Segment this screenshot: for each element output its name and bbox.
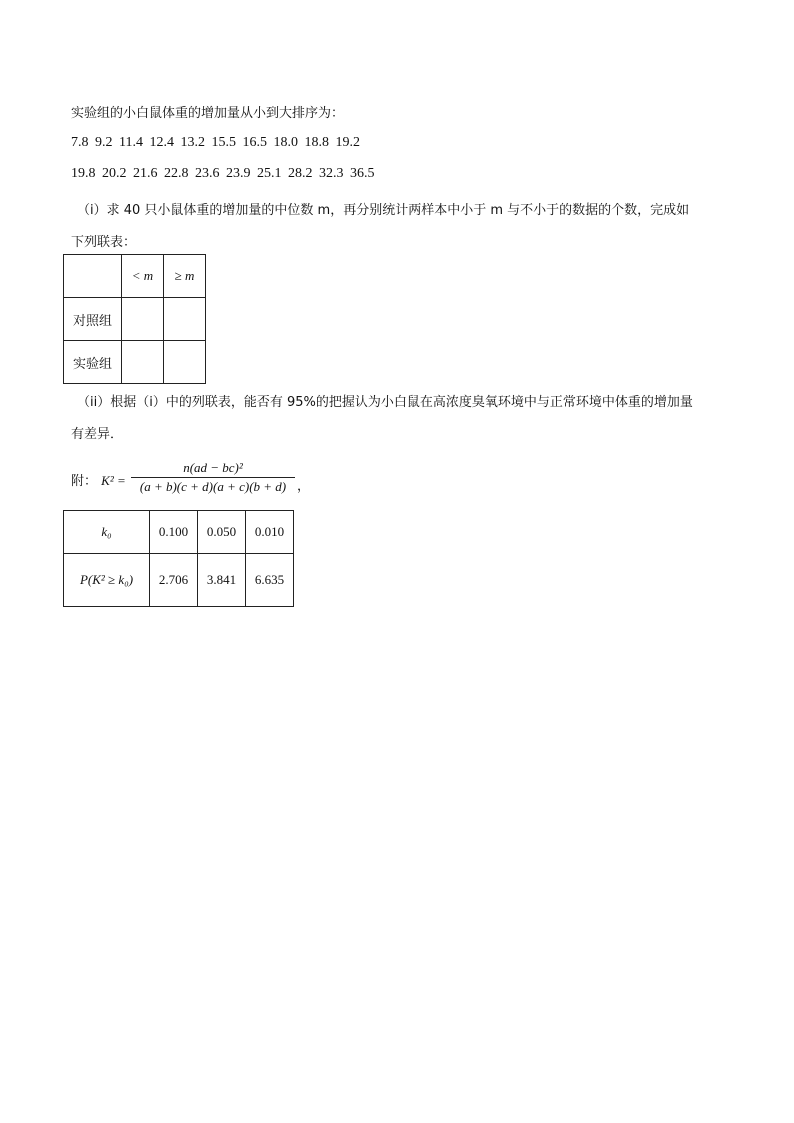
critical-value-cell: 3.841 bbox=[198, 554, 246, 607]
contingency-table bbox=[63, 254, 206, 384]
critical-value-cell: 2.706 bbox=[150, 554, 198, 607]
data-row-1: 7.8 9.2 11.4 12.4 13.2 15.5 16.5 18.0 18.8 19.2 bbox=[71, 135, 360, 150]
formula-suffix: ， bbox=[297, 479, 311, 494]
formula-fraction bbox=[131, 460, 295, 495]
formula-denominator: (a + b)(c + d)(a + c)(b + d) bbox=[139, 479, 287, 494]
data-row-2: 19.8 20.2 21.6 22.8 23.6 23.9 25.1 28.2 32.3 36.5 bbox=[71, 166, 375, 181]
formula-prefix bbox=[71, 470, 126, 489]
cell-control-not-less bbox=[164, 298, 206, 341]
cell-experiment-less bbox=[122, 341, 164, 384]
header-not-less-than-m: ≥ m bbox=[164, 255, 206, 298]
row-header-probability: P(K² ≥ k₀) bbox=[64, 554, 150, 607]
alpha-cell: 0.010 bbox=[246, 511, 294, 554]
critical-value-cell: 6.635 bbox=[246, 554, 294, 607]
alpha-cell: 0.100 bbox=[150, 511, 198, 554]
table-corner-cell bbox=[64, 255, 122, 298]
cell-experiment-not-less bbox=[164, 341, 206, 384]
cell-control-less bbox=[122, 298, 164, 341]
formula-label: 附： bbox=[71, 474, 98, 489]
formula-lhs: K² = bbox=[101, 473, 126, 488]
alpha-cell: 0.050 bbox=[198, 511, 246, 554]
question-1-line-2: 下列联表： bbox=[71, 235, 137, 250]
question-2-line-2: 有差异． bbox=[71, 427, 124, 442]
header-less-than-m: < m bbox=[122, 255, 164, 298]
row-header-experiment-group: 实验组 bbox=[64, 341, 122, 384]
row-header-control-group: 对照组 bbox=[64, 298, 122, 341]
intro-text: 实验组的小白鼠体重的增加量从小到大排序为： bbox=[71, 106, 345, 121]
row-header-k0: k₀ bbox=[64, 511, 150, 554]
critical-value-table bbox=[63, 510, 294, 607]
question-2-line-1: （ii）根据（i）中的列联表，能否有 95%的把握认为小白鼠在高浓度臭氧环境中与正常环境中体重的增加量 bbox=[77, 395, 693, 410]
fraction-bar bbox=[131, 477, 295, 478]
formula-numerator: n(ad − bc)² bbox=[183, 460, 243, 475]
question-1-line-1: （i）求 40 只小鼠体重的增加量的中位数 m，再分别统计两样本中小于 m 与不小于的数据的个数，完成如 bbox=[77, 203, 690, 218]
